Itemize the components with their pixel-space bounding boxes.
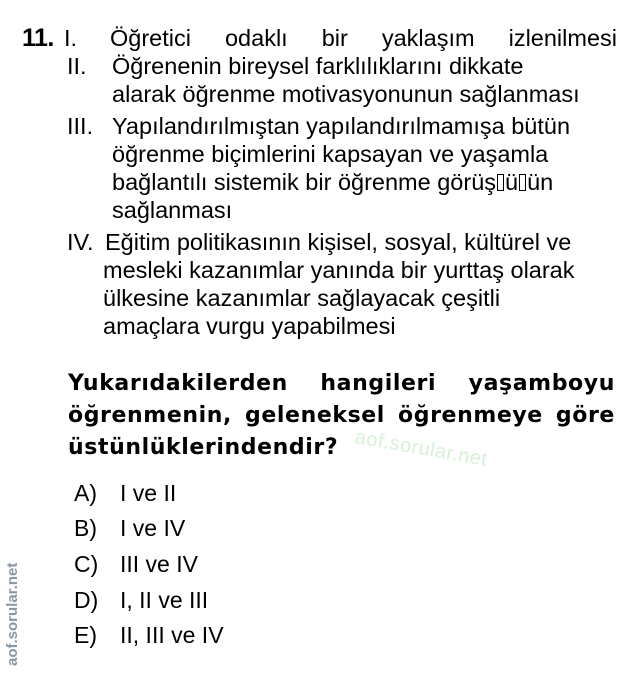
prompt-word: geleneksel [245, 403, 385, 428]
prompt-word: öğrenmeye [398, 403, 543, 428]
prompt-row-1 [68, 368, 615, 400]
item-3-line-3 [112, 168, 553, 196]
item-2-roman: II. [67, 53, 87, 79]
question-prompt [68, 368, 615, 464]
option-text: I ve IV [120, 515, 186, 541]
item-1-word: izlenilmesi [508, 25, 617, 51]
option-letter: C) [74, 551, 99, 577]
item-3-line-3-part-3: ün [527, 169, 554, 195]
question-number: 11. [22, 24, 54, 52]
option-text: III ve IV [120, 551, 198, 577]
option-text: II, III ve IV [120, 622, 224, 648]
prompt-word: göre [555, 403, 615, 428]
watermark-center: aof.sorular.net [353, 426, 490, 471]
option-letter: B) [74, 515, 97, 541]
option-text: I, II ve III [120, 587, 209, 613]
item-2-line-2: alarak öğrenme motivasyonunun sağlanması [112, 81, 580, 107]
prompt-word: yaşamboyu [468, 371, 615, 396]
missing-glyph-icon [519, 174, 526, 191]
item-1-word: Öğretici [110, 25, 191, 51]
item-1-word: odaklı [224, 25, 288, 51]
item-3-line-1: Yapılandırılmıştan yapılandırılmamışa bütün [112, 113, 571, 139]
item-4-line-1: Eğitim politikasının kişisel, sosyal, kültürel ve [105, 229, 572, 255]
prompt-word: öğrenmenin, [68, 403, 232, 428]
option-e[interactable] [74, 621, 224, 649]
item-3-line-3-part-2: ü [505, 169, 519, 195]
option-letter: A) [74, 480, 97, 506]
missing-glyph-icon [497, 174, 504, 191]
item-3-roman: III. [67, 113, 94, 139]
option-c[interactable] [74, 550, 198, 578]
option-a[interactable] [74, 479, 176, 507]
item-3-line-2: öğrenme biçimlerini kapsayan ve yaşamla [112, 141, 549, 167]
item-1-text [110, 24, 617, 52]
item-4-line-2: mesleki kazanımlar yanında bir yurttaş olarak [103, 257, 575, 283]
watermark-side: aof.sorular.net [4, 562, 21, 666]
item-1-word: yaklaşım [381, 25, 475, 51]
item-1-word: bir [321, 25, 348, 51]
prompt-word: hangileri [320, 371, 437, 396]
item-4-line-4: amaçlara vurgu yapabilmesi [103, 313, 396, 339]
prompt-row-3 [68, 432, 615, 464]
item-3-line-3-part-1: bağlantılı sistemik bir öğrenme görüş [112, 169, 497, 195]
prompt-row-2 [68, 400, 615, 432]
option-d[interactable] [74, 586, 208, 614]
option-text: I ve II [120, 480, 177, 506]
item-4-roman: IV. [67, 229, 94, 255]
item-3-line-4: sağlanması [112, 197, 233, 223]
prompt-word: üstünlüklerindendir? [68, 435, 339, 460]
item-2-line-1: Öğrenenin bireysel farklılıklarını dikkate [112, 53, 524, 79]
option-letter: E) [74, 622, 97, 648]
option-b[interactable] [74, 514, 185, 542]
item-4-line-3: ülkesine kazanımlar sağlayacak çeşitli [103, 285, 501, 311]
prompt-word: Yukarıdakilerden [68, 371, 288, 396]
item-1-roman: I. [64, 25, 78, 51]
option-letter: D) [74, 587, 99, 613]
